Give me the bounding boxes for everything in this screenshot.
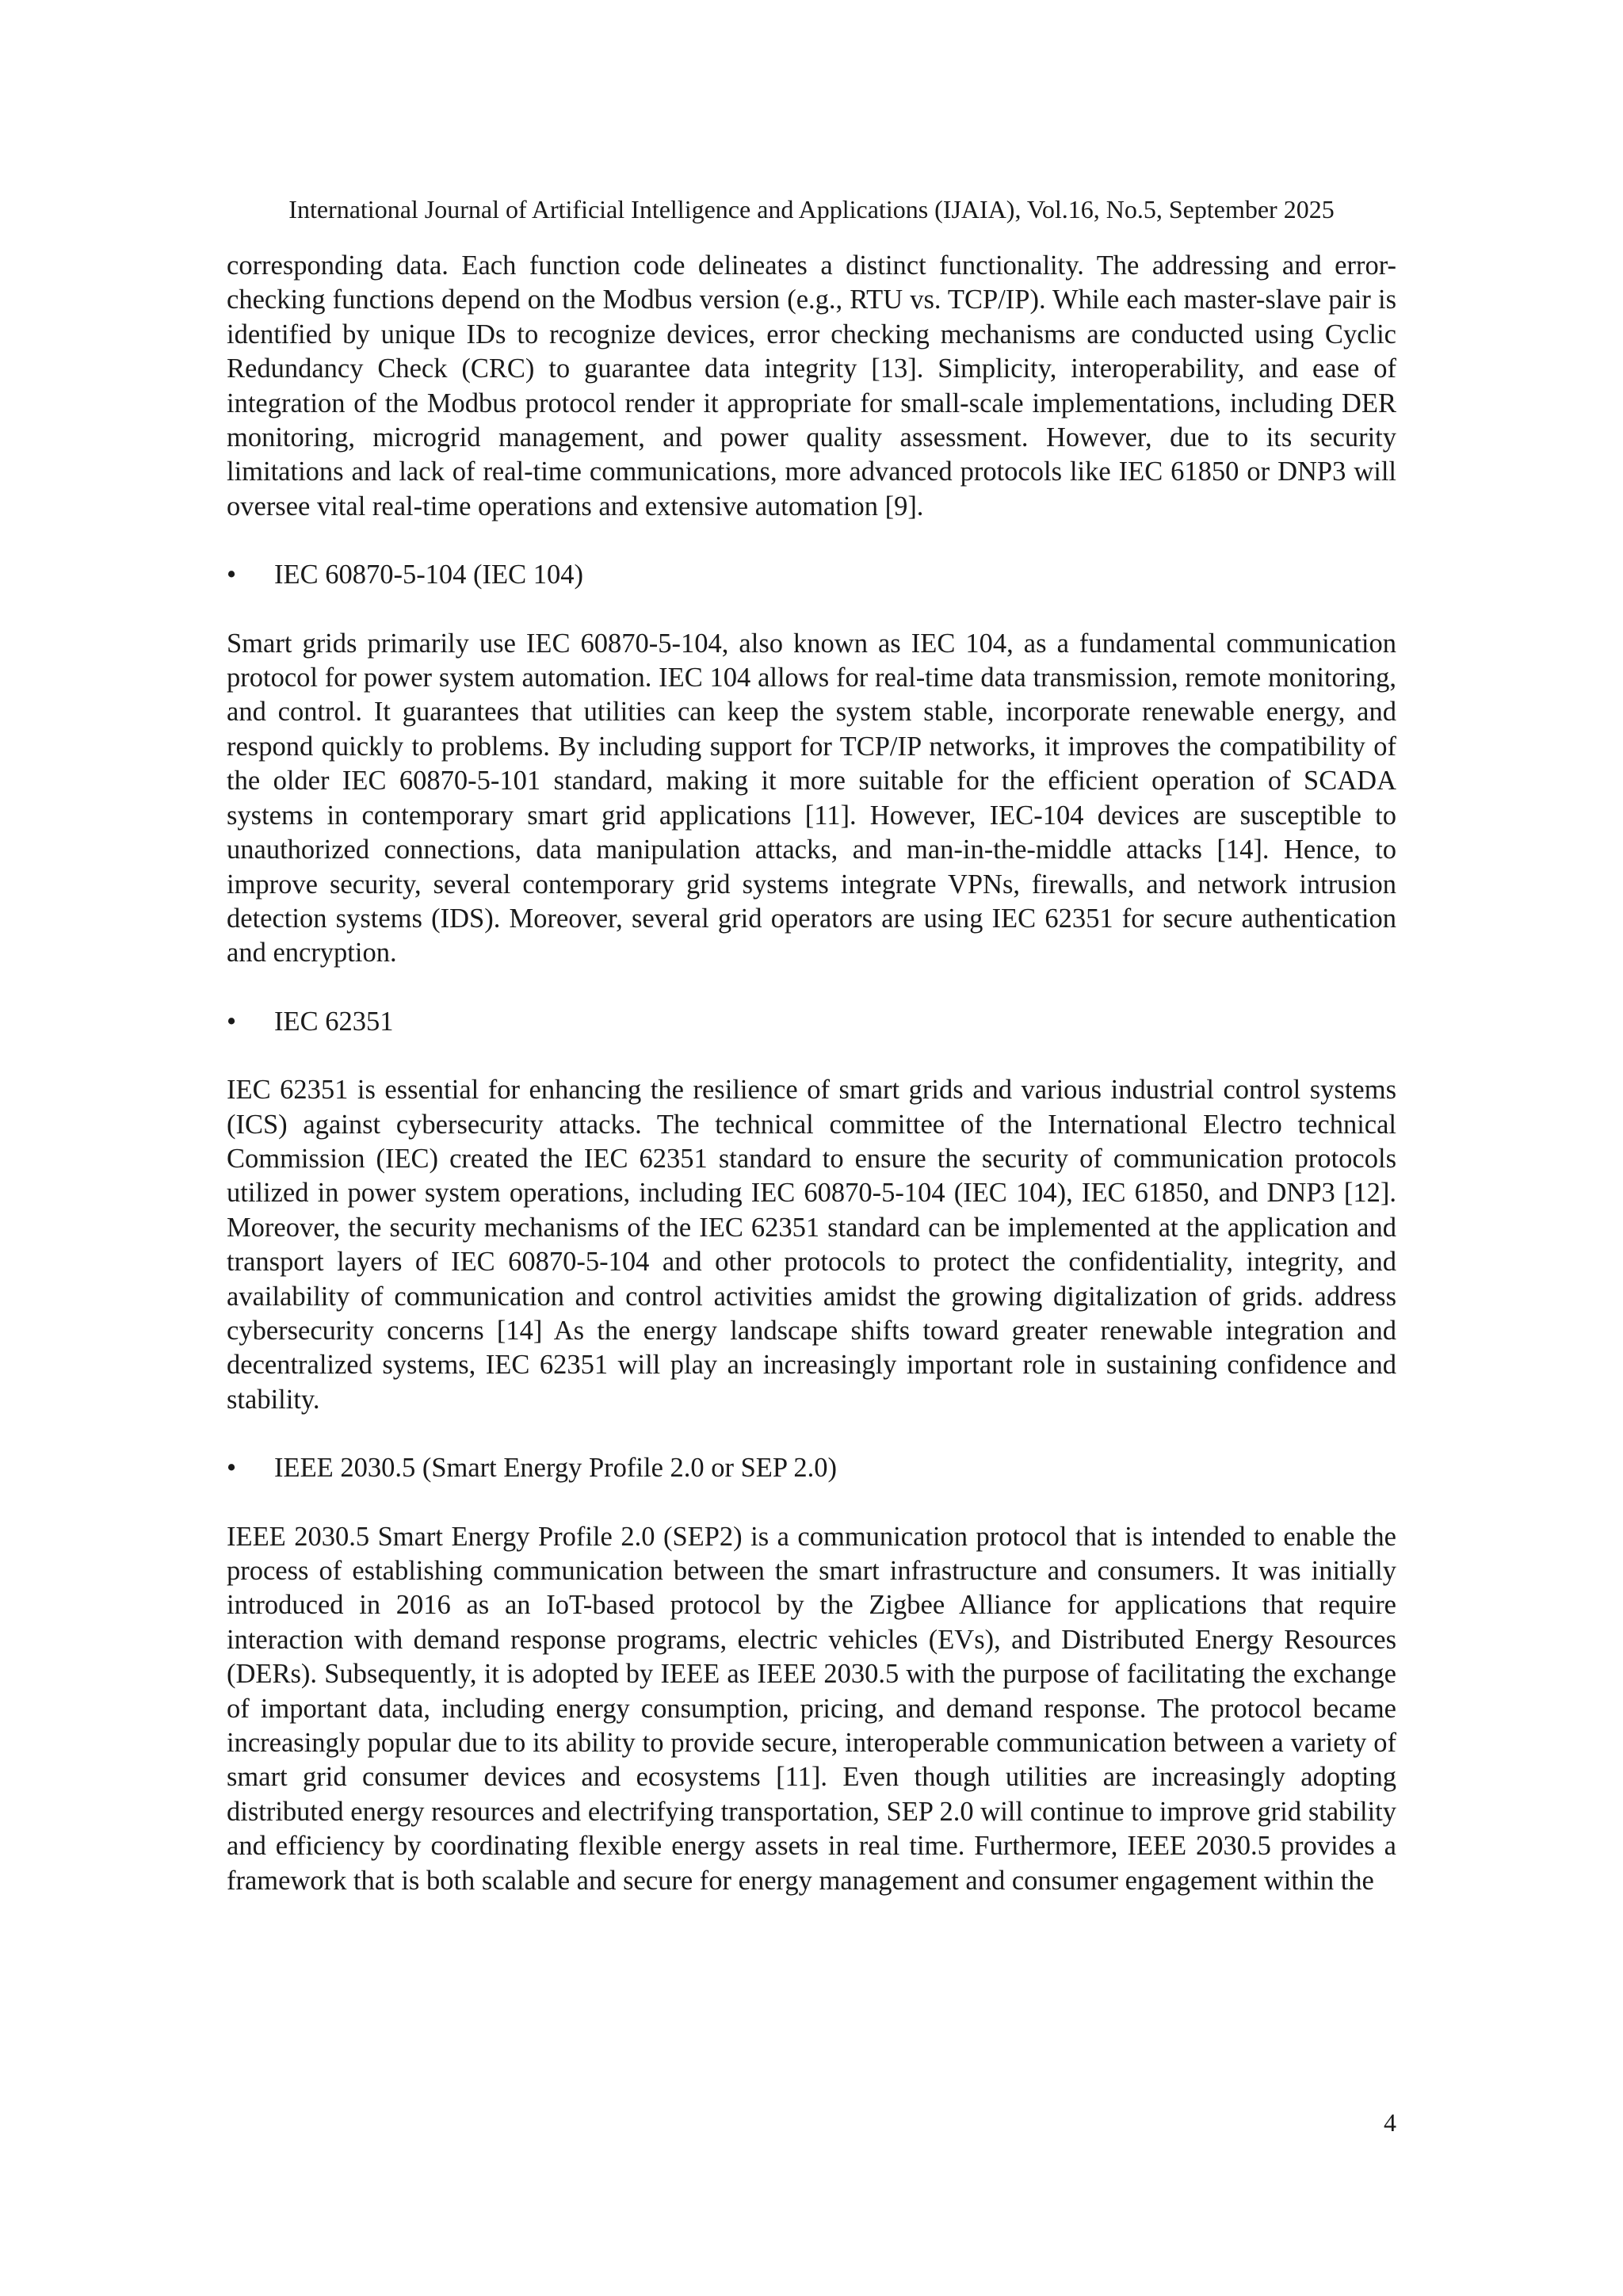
paragraph-iec-62351: IEC 62351 is essential for enhancing the resilience of smart grids and various industrial control systems (ICS) against cybersecurity attacks. The technical committee of the International Electro technical Commission (IEC) created the IEC 62351 standard to ensure the security of communication protocols utilized in power system operations, including IEC 60870-5-104 (IEC 104), IEC 61850, and DNP3 [12]. Moreover, the security mechanisms of the IEC 62351 standard can be implemented at the application and transport layers of IEC 60870-5-104 and other protocols to protect the confidentiality, integrity, and availability of communication and control activities amidst the growing digitalization of grids. address cybersecurity concerns [14] As the energy landscape shifts toward greater renewable integration and decentralized systems, IEC 62351 will play an increasingly important role in sustaining confidence and stability. [227, 1075, 1396, 1415]
bullet-ieee-2030-5 [227, 1451, 1396, 1485]
bullet-label: IEEE 2030.5 (Smart Energy Profile 2.0 or SEP 2.0) [274, 1453, 838, 1484]
body-text [227, 249, 1396, 1898]
bullet-marker: • [227, 560, 237, 590]
paragraph-iec-104: Smart grids primarily use IEC 60870-5-104, also known as IEC 104, as a fundamental communication protocol for power system automation. IEC 104 allows for real-time data transmission, remote monitoring, and control. It guarantees that utilities can keep the system stable, incorporate renewable energy, and respond quickly to problems. By including support for TCP/IP networks, it improves the compatibility of the older IEC 60870-5-101 standard, making it more suitable for the efficient operation of SCADA systems in contemporary smart grid applications [11]. However, IEC-104 devices are susceptible to unauthorized connections, data manipulation attacks, and man-in-the-middle attacks [14]. Hence, to improve security, several contemporary grid systems integrate VPNs, firewalls, and network intrusion detection systems (IDS). Moreover, several grid operators are using IEC 62351 for secure authentication and encryption. [227, 628, 1396, 968]
bullet-marker: • [227, 1006, 237, 1037]
bullet-iec-62351 [227, 1005, 1396, 1039]
paragraph-ieee-2030-5: IEEE 2030.5 Smart Energy Profile 2.0 (SEP2) is a communication protocol that is intended to enable the process of establishing communication between the smart infrastructure and consumers. It was initially introduced in 2016 as an IoT-based protocol by the Zigbee Alliance for applications that require interaction with demand response programs, electric vehicles (EVs), and Distributed Energy Resources (DERs). Subsequently, it is adopted by IEEE as IEEE 2030.5 with the purpose of facilitating the exchange of important data, including energy consumption, pricing, and demand response. The protocol became increasingly popular due to its ability to provide secure, interoperable communication between a variety of smart grid consumer devices and ecosystems [11]. Even though utilities are increasingly adopting distributed energy resources and electrifying transportation, SEP 2.0 will continue to improve grid stability and efficiency by coordinating flexible energy assets in real time. Furthermore, IEEE 2030.5 provides a framework that is both scalable and secure for energy management and consumer engagement within the [227, 1521, 1396, 1896]
running-header: International Journal of Artificial Intelligence and Applications (IJAIA), Vol.16, No.5, September 2025 [288, 195, 1335, 223]
bullet-label: IEC 60870-5-104 (IEC 104) [274, 560, 583, 590]
bullet-label: IEC 62351 [274, 1006, 394, 1037]
bullet-iec-104 [227, 558, 1396, 592]
page-number: 4 [1384, 2108, 1396, 2137]
bullet-marker: • [227, 1453, 237, 1484]
paragraph-modbus-continued: corresponding data. Each function code delineates a distinct functionality. The addressing and error-checking functions depend on the Modbus version (e.g., RTU vs. TCP/IP). While each master-slave pair is identified by unique IDs to recognize devices, error checking mechanisms are conducted using Cyclic Redundancy Check (CRC) to guarantee data integrity [13]. Simplicity, interoperability, and ease of integration of the Modbus protocol render it appropriate for small-scale implementations, including DER monitoring, microgrid management, and power quality assessment. However, due to its security limitations and lack of real-time communications, more advanced protocols like IEC 61850 or DNP3 will oversee vital real-time operations and extensive automation [9]. [227, 250, 1396, 521]
